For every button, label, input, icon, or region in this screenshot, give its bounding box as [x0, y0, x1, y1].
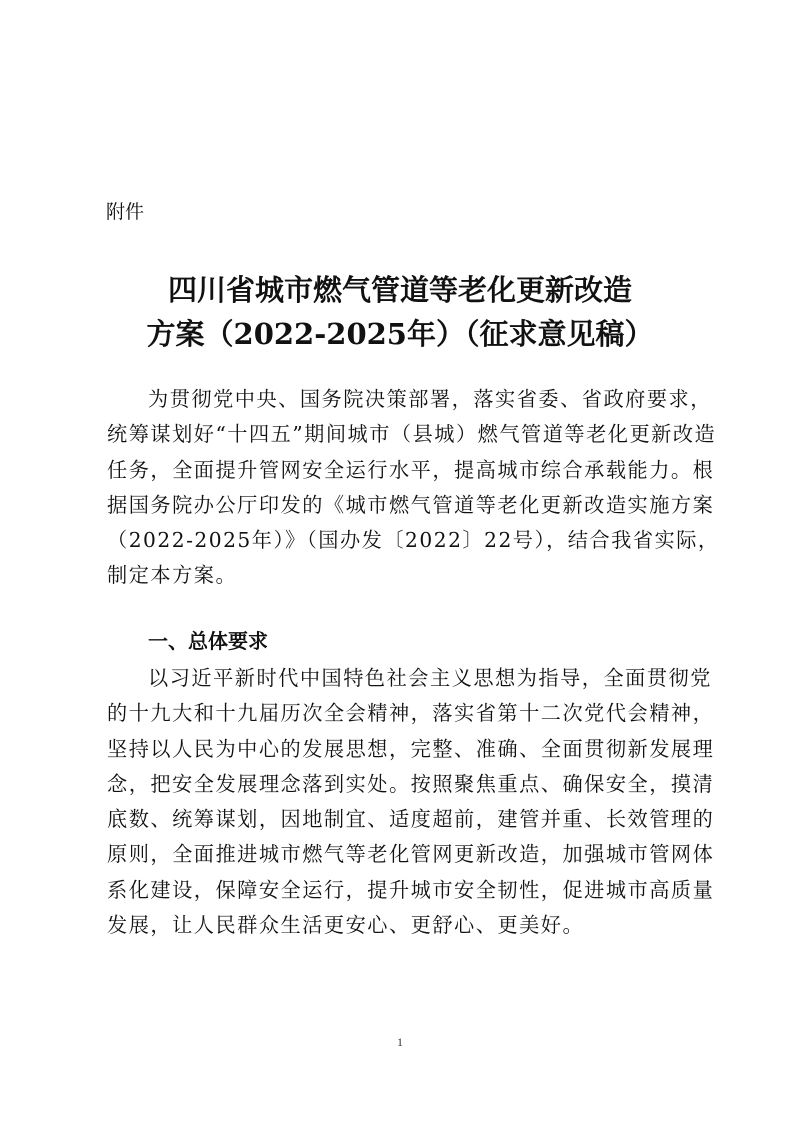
- paragraph-line: 任务，全面提升管网安全运行水平，提高城市综合承载能力。根: [107, 457, 715, 482]
- paragraph-line: 念，把安全发展理念落到实处。按照聚焦重点、确保安全，摸清: [107, 771, 715, 796]
- paragraph-line: 发展，让人民群众生活更安心、更舒心、更美好。: [107, 913, 585, 938]
- paragraph-line: （2022-2025年）》（国办发〔2022〕22号），结合我省实际，: [107, 528, 720, 553]
- paragraph-line: 底数、统筹谋划，因地制宜、适度超前，建管并重、长效管理的: [107, 807, 715, 832]
- paragraph-line: 原则，全面推进城市燃气等老化管网更新改造，加强城市管网体: [107, 842, 715, 867]
- paragraph-line: 系化建设，保障安全运行，提升城市安全韧性，促进城市高质量: [107, 877, 715, 902]
- paragraph-line: 为贯彻党中央、国务院决策部署，落实省委、省政府要求，: [148, 387, 712, 411]
- section-paragraph: [107, 661, 715, 943]
- paragraph-line: 统筹谋划好“十四五”期间城市（县城）燃气管道等老化更新改造: [107, 422, 717, 447]
- document-title-line-1: 四川省城市燃气管道等老化更新改造: [167, 273, 632, 307]
- page-number: 1: [397, 1035, 403, 1049]
- section-heading: 一、总体要求: [148, 629, 268, 653]
- paragraph-line: 的十九大和十九届历次全会精神，落实省第十二次党代会精神，: [107, 701, 715, 726]
- attachment-label: 附件: [106, 201, 145, 223]
- paragraph-line: 据国务院办公厅印发的《城市燃气管道等老化更新改造实施方案: [107, 492, 715, 517]
- paragraph-line: 坚持以人民为中心的发展思想，完整、准确、全面贯彻新发展理: [107, 736, 715, 761]
- paragraph-line: 制定本方案。: [107, 563, 238, 588]
- intro-paragraph: [107, 382, 720, 594]
- paragraph-line: 以习近平新时代中国特色社会主义思想为指导，全面贯彻党: [148, 666, 712, 690]
- document-title-line-2: 方案（2022-2025年）（征求意见稿）: [146, 317, 654, 351]
